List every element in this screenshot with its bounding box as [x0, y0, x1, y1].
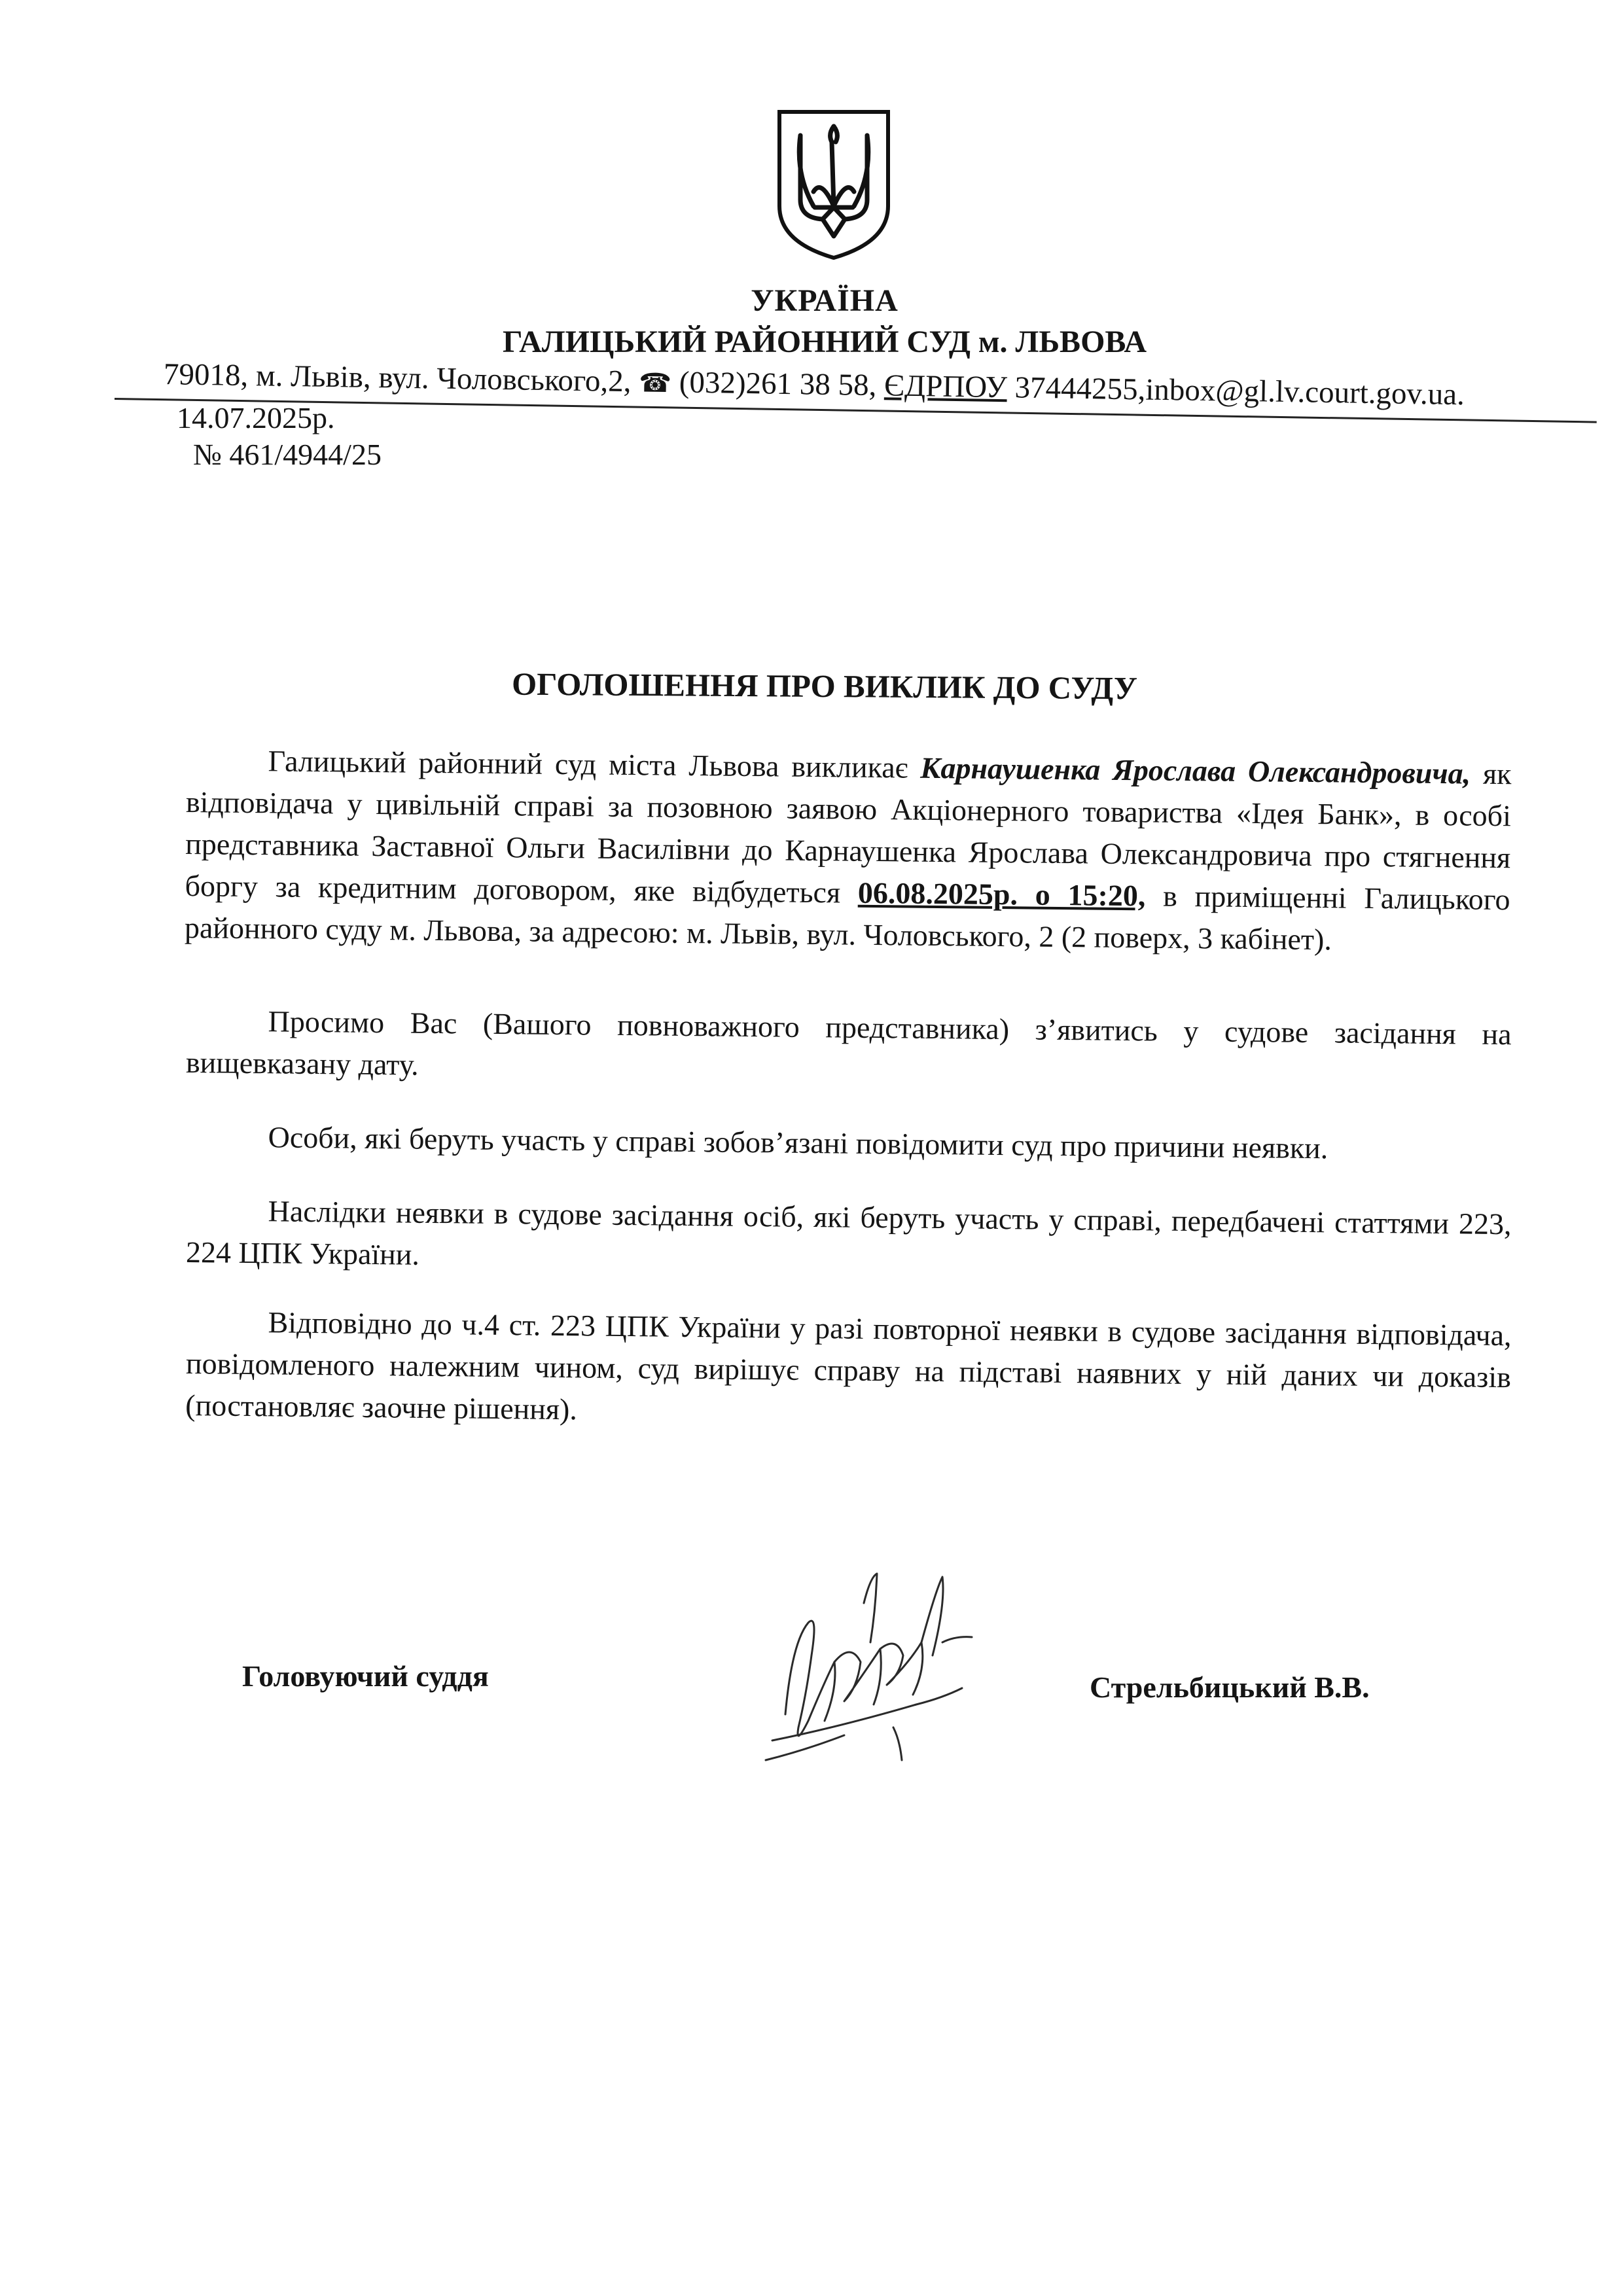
- telephone-icon: ☎: [638, 368, 672, 399]
- defendant-name: Карнаушенка Ярослава Олександровича,: [920, 751, 1471, 790]
- edrpou-and-email: 37444255,inbox@gl.lv.court.gov.ua.: [1014, 370, 1465, 412]
- court-contact-line: [164, 357, 1465, 412]
- p4-text: Наслідки неявки в судове засідання осіб, які беруть участь у справі, передбачені статтями 223, 224 ЦПК України.: [185, 1194, 1512, 1271]
- p1-text-c: в приміщенні Галицького районного суду м. Львова, за адресою: м. Львів, вул. Чоловського, 2 (2 поверх, 3 кабінет).: [184, 879, 1510, 957]
- p1-text-a: Галицький районний суд міста Львова викликає: [268, 744, 921, 785]
- country-heading: УКРАЇНА: [751, 283, 899, 318]
- handwritten-signature: [746, 1564, 995, 1773]
- case-number: № 461/4944/25: [193, 438, 382, 471]
- document-title: ОГОЛОШЕННЯ ПРО ВИКЛИК ДО СУДУ: [511, 665, 1138, 707]
- p3-text: Особи, які беруть участь у справі зобов’язані повідомити суд про причини неявки.: [268, 1120, 1329, 1165]
- p5-text: Відповідно до ч.4 ст. 223 ЦПК України у разі повторної неявки в судове засідання відповідача, повідомленого належним чином, суд вирішує справу на підставі наявних у ній даних чи доказів (постановляє заочне рішення).: [185, 1305, 1512, 1426]
- body-paragraph-1: [185, 739, 1512, 963]
- p2-text: Просимо Вас (Вашого повноважного представника) з’явитись у судове засідання на вищевказану дату.: [185, 1004, 1512, 1082]
- presiding-judge-label: Головуючий суддя: [242, 1659, 489, 1693]
- hearing-datetime: 06.08.2025р. о 15:20,: [857, 875, 1146, 913]
- body-paragraph-4: [186, 1190, 1512, 1287]
- court-name-heading: ГАЛИЦЬКИЙ РАЙОННИЙ СУД м. ЛЬВОВА: [502, 325, 1147, 359]
- edrpou-label: ЄДРПОУ: [883, 368, 1008, 405]
- body-paragraph-3: [186, 1116, 1512, 1171]
- trident-coat-of-arms-icon: [776, 108, 892, 262]
- p1-text-b: як відповідача у цивільній справі за позовною заявою Акціонерного товариства «Ідея Банк», в особі представника Заставної Ольги Василівни до Карнаушенка Ярослава Олександровича про стягнення боргу за кредитним договором, яке відбудеться: [185, 756, 1512, 910]
- judge-name: Стрельбицький В.В.: [1090, 1670, 1370, 1704]
- body-paragraph-5: [185, 1301, 1512, 1440]
- court-address: 79018, м. Львів, вул. Чоловського,2,: [163, 357, 632, 399]
- document-date: 14.07.2025р.: [177, 401, 335, 434]
- body-paragraph-2: [186, 1000, 1512, 1097]
- court-phone: (032)261 38 58,: [679, 365, 877, 403]
